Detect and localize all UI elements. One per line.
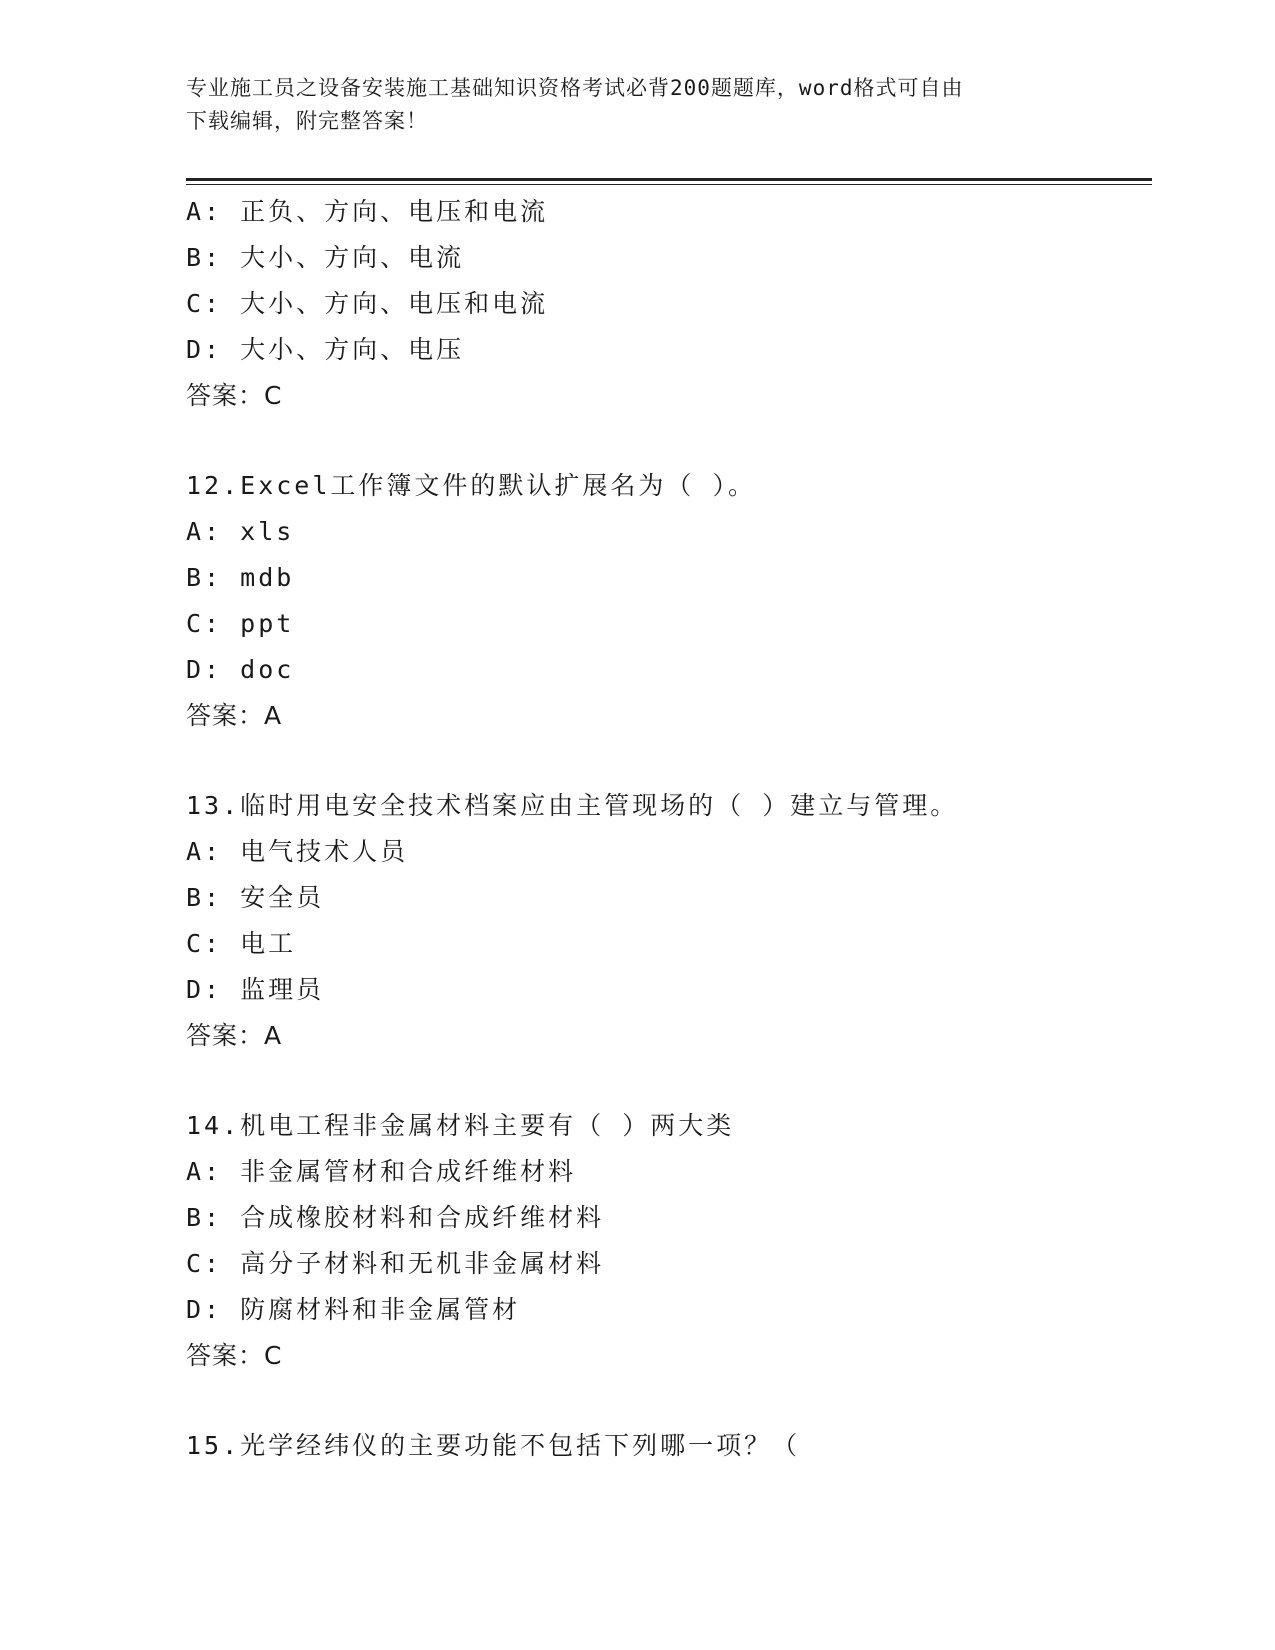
option-a: A: 电气技术人员: [186, 837, 409, 866]
answer: 答案：A: [186, 1021, 283, 1050]
option-c: C: 高分子材料和无机非金属材料: [186, 1249, 605, 1278]
header-divider-thick: [186, 178, 1152, 181]
option-d: D: 大小、方向、电压: [186, 335, 465, 364]
question-13: [186, 783, 1152, 1059]
option-c: C: 电工: [186, 929, 297, 958]
header-divider-thin: [186, 184, 1152, 185]
option-b: B: 安全员: [186, 883, 325, 912]
answer: 答案：C: [186, 381, 283, 410]
question-title: 13.临时用电安全技术档案应由主管现场的（ ）建立与管理。: [186, 791, 959, 820]
question-title: 12.Excel工作簿文件的默认扩展名为（ ）。: [186, 471, 756, 500]
option-b: B: 大小、方向、电流: [186, 243, 465, 272]
question-title: 14.机电工程非金属材料主要有（ ）两大类: [186, 1111, 735, 1140]
question-11: [186, 189, 1152, 419]
document-header: [186, 72, 1066, 138]
option-c: C: 大小、方向、电压和电流: [186, 289, 549, 318]
question-list: [186, 189, 1152, 1469]
option-b: B: mdb: [186, 563, 295, 592]
answer: 答案：A: [186, 701, 283, 730]
option-a: A: 非金属管材和合成纤维材料: [186, 1157, 577, 1186]
question-title: 15.光学经纬仪的主要功能不包括下列哪一项？（: [186, 1431, 801, 1460]
option-d: D: 防腐材料和非金属管材: [186, 1295, 521, 1324]
option-d: D: doc: [186, 655, 295, 684]
header-line-1: 专业施工员之设备安装施工基础知识资格考试必背200题题库，word格式可自由: [186, 76, 964, 100]
question-12: [186, 463, 1152, 739]
question-14: [186, 1103, 1152, 1379]
option-a: A: 正负、方向、电压和电流: [186, 197, 549, 226]
option-b: B: 合成橡胶材料和合成纤维材料: [186, 1203, 605, 1232]
option-d: D: 监理员: [186, 975, 325, 1004]
answer: 答案：C: [186, 1341, 283, 1370]
question-15: [186, 1423, 1152, 1469]
option-c: C: ppt: [186, 609, 295, 638]
header-line-2: 下载编辑，附完整答案！: [186, 109, 428, 133]
option-a: A: xls: [186, 517, 295, 546]
